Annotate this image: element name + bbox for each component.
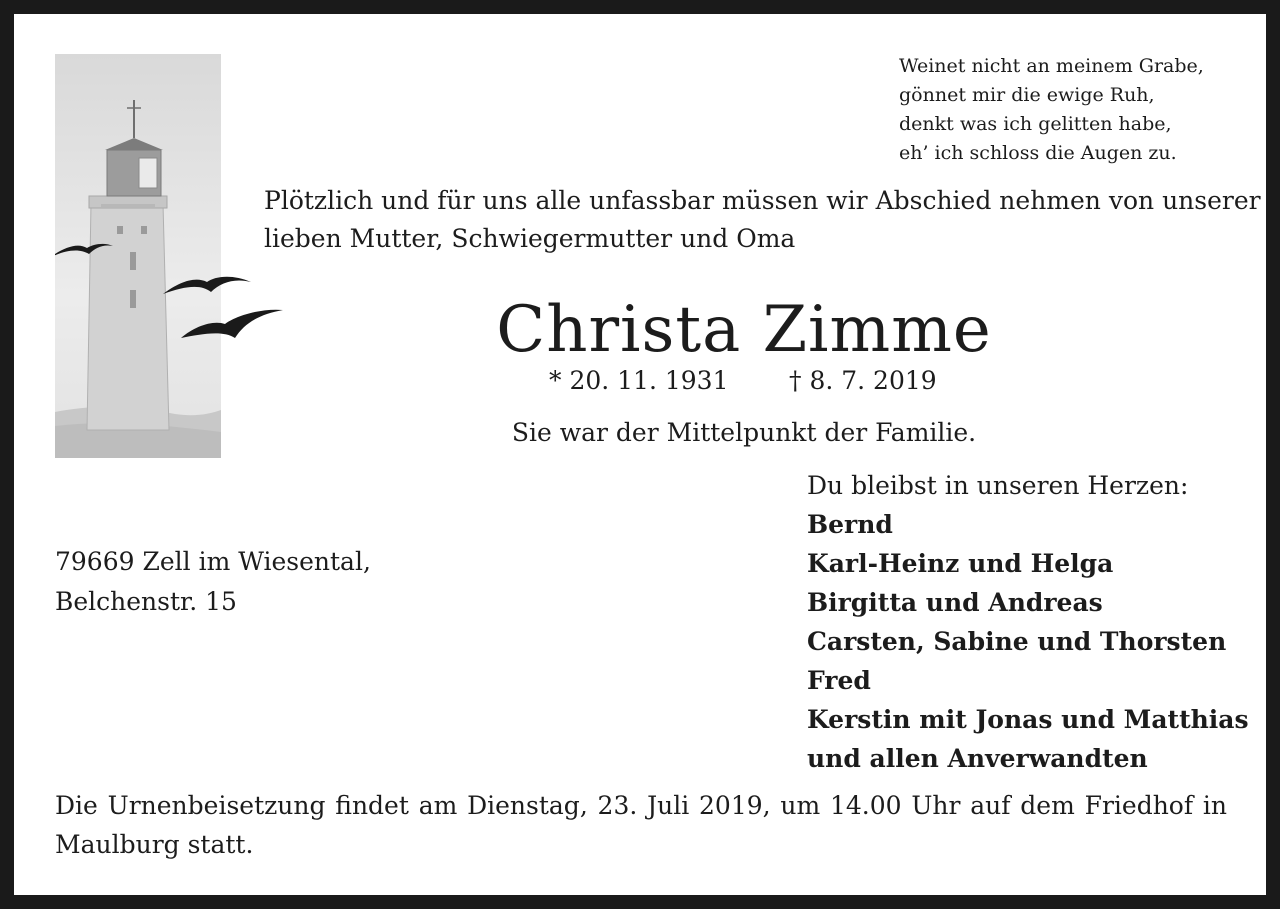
poem-line: denkt was ich gelitten habe, — [899, 113, 1172, 135]
burial-notice — [55, 786, 1227, 864]
deceased-name: Christa Zimme — [496, 293, 992, 367]
mourner-name: und allen Anverwandten — [807, 744, 1148, 773]
obituary-notice — [14, 14, 1266, 895]
burial-line: Die Urnenbeisetzung findet am Dienstag, 23. Juli 2019, um 14.00 Uhr auf dem Friedhof in — [55, 791, 1227, 820]
intro-line: lieben Mutter, Schwiegermutter und Oma — [264, 224, 796, 253]
mourner-name: Birgitta und Andreas — [807, 588, 1103, 617]
mourners-heading: Du bleibst in unseren Herzen: — [807, 471, 1189, 500]
poem-line: gönnet mir die ewige Ruh, — [899, 84, 1155, 106]
lighthouse-illustration — [55, 54, 295, 458]
death-date: † 8. 7. 2019 — [789, 366, 937, 395]
mourner-name: Carsten, Sabine und Thorsten — [807, 627, 1227, 656]
tagline: Sie war der Mittelpunkt der Familie. — [511, 418, 977, 447]
intro-line: Plötzlich und für uns alle unfassbar müssen wir Abschied nehmen von unserer — [264, 186, 1261, 215]
address-line: Belchenstr. 15 — [55, 587, 237, 616]
address-line: 79669 Zell im Wiesental, — [55, 547, 371, 576]
mourner-name: Karl-Heinz und Helga — [807, 549, 1114, 578]
address — [55, 542, 371, 622]
intro-text — [264, 182, 1261, 258]
mourner-name: Fred — [807, 666, 871, 695]
poem-line: Weinet nicht an meinem Grabe, — [899, 55, 1204, 77]
burial-line: Maulburg statt. — [55, 830, 254, 859]
poem — [899, 52, 1239, 168]
poem-line: eh’ ich schloss die Augen zu. — [899, 142, 1177, 164]
birth-date: * 20. 11. 1931 — [549, 366, 729, 395]
mourner-name: Kerstin mit Jonas und Matthias — [807, 705, 1249, 734]
mourners-list — [807, 466, 1257, 778]
mourner-name: Bernd — [807, 510, 893, 539]
